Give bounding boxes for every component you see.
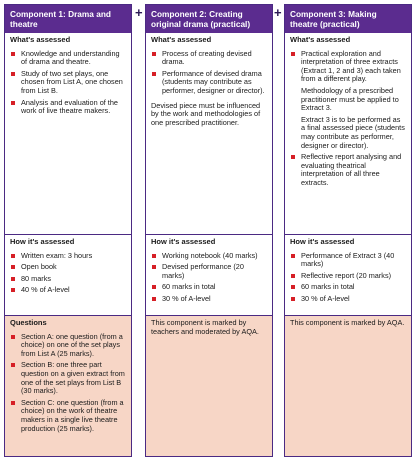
c3-marking <box>285 316 411 456</box>
list-item: 40 % of A-level <box>10 286 126 295</box>
c2-how-assessed <box>146 235 272 315</box>
c2-marked-note: This component is marked by teachers and moderated by AQA. <box>151 318 259 336</box>
list-item: Section B: one three part question on a given extract from one of the set plays from List B (30 marks). <box>10 361 126 395</box>
c2-how-assessed-heading: How it's assessed <box>151 237 216 246</box>
list-item: Practical exploration and interpretation of three extracts (Extract 1, 2 and 3) each taken from a different play. <box>290 50 406 84</box>
c2-whats-assessed-heading: What's assessed <box>151 35 212 44</box>
bullet-icon <box>291 254 295 258</box>
bullet-icon <box>152 285 156 289</box>
bullet-icon <box>291 297 295 301</box>
list-item: 60 marks in total <box>151 283 267 292</box>
list-item: Performance of Extract 3 (40 marks) <box>290 252 406 269</box>
bullet-icon <box>11 265 15 269</box>
c1-questions-heading: Questions <box>10 318 47 327</box>
list-item: 30 % of A-level <box>151 295 267 304</box>
bullet-icon <box>152 72 156 76</box>
list-item: 30 % of A-level <box>290 295 406 304</box>
c3-extract-note: Extract 3 is to be performed as a final assessed piece (students may contribute as performer, designer or director). <box>301 114 405 150</box>
c3-whats-assessed <box>285 33 411 234</box>
component-3-column <box>284 4 412 457</box>
c3-how-assessed-heading: How it's assessed <box>290 237 355 246</box>
bullet-icon <box>291 155 295 159</box>
list-item: 60 marks in total <box>290 283 406 292</box>
bullet-icon <box>11 288 15 292</box>
component-3-title: Component 3: Making theatre (practical) <box>285 5 411 33</box>
list-item: Study of two set plays, one chosen from List A, one chosen from List B. <box>10 70 126 96</box>
plus-connector: + <box>135 5 143 20</box>
list-item: Analysis and evaluation of the work of live theatre makers. <box>10 99 126 116</box>
c2-devised-note: Devised piece must be influenced by the work and methodologies of one prescribed practitioner. <box>151 100 261 127</box>
list-item: 80 marks <box>10 275 126 284</box>
component-1-title: Component 1: Drama and theatre <box>5 5 131 33</box>
bullet-icon <box>152 254 156 258</box>
list-item: Section C: one question (from a choice) on the work of theatre makers in a single live theatre production (25 marks). <box>10 399 126 433</box>
c3-marked-note: This component is marked by AQA. <box>290 318 405 327</box>
c2-whats-assessed <box>146 33 272 234</box>
bullet-icon <box>291 285 295 289</box>
component-2-title: Component 2: Creating original drama (practical) <box>146 5 272 33</box>
list-item: Written exam: 3 hours <box>10 252 126 261</box>
bullet-icon <box>291 274 295 278</box>
bullet-icon <box>11 72 15 76</box>
list-item: Performance of devised drama (students may contribute as performer, designer or director). <box>151 70 267 96</box>
list-item: Devised performance (20 marks) <box>151 263 267 280</box>
bullet-icon <box>11 277 15 281</box>
list-item: Section A: one question (from a choice) on one of the set plays from List A (25 marks). <box>10 333 126 359</box>
c1-questions <box>5 316 131 456</box>
list-item: Working notebook (40 marks) <box>151 252 267 261</box>
c1-whats-assessed <box>5 33 131 234</box>
bullet-icon <box>291 52 295 56</box>
plus-connector: + <box>274 5 282 20</box>
list-item: Reflective report analysing and evaluating theatrical interpretation of all three extracts. <box>290 153 406 187</box>
list-item: Reflective report (20 marks) <box>290 272 406 281</box>
list-item: Knowledge and understanding of drama and theatre. <box>10 50 126 67</box>
bullet-icon <box>11 254 15 258</box>
c1-how-assessed <box>5 235 131 315</box>
list-item: Open book <box>10 263 126 272</box>
bullet-icon <box>11 401 15 405</box>
list-item: Process of creating devised drama. <box>151 50 267 67</box>
bullet-icon <box>152 52 156 56</box>
c3-how-assessed <box>285 235 411 315</box>
c3-whats-assessed-heading: What's assessed <box>290 35 351 44</box>
bullet-icon <box>152 265 156 269</box>
c1-how-assessed-heading: How it's assessed <box>10 237 75 246</box>
bullet-icon <box>11 363 15 367</box>
c2-marking <box>146 316 272 456</box>
bullet-icon <box>11 101 15 105</box>
bullet-icon <box>11 335 15 339</box>
component-2-column <box>145 4 273 457</box>
c1-whats-assessed-heading: What's assessed <box>10 35 71 44</box>
c3-methodology-note: Methodology of a prescribed practitioner must be applied to Extract 3. <box>301 85 399 113</box>
bullet-icon <box>152 297 156 301</box>
component-1-column <box>4 4 132 457</box>
bullet-icon <box>11 52 15 56</box>
